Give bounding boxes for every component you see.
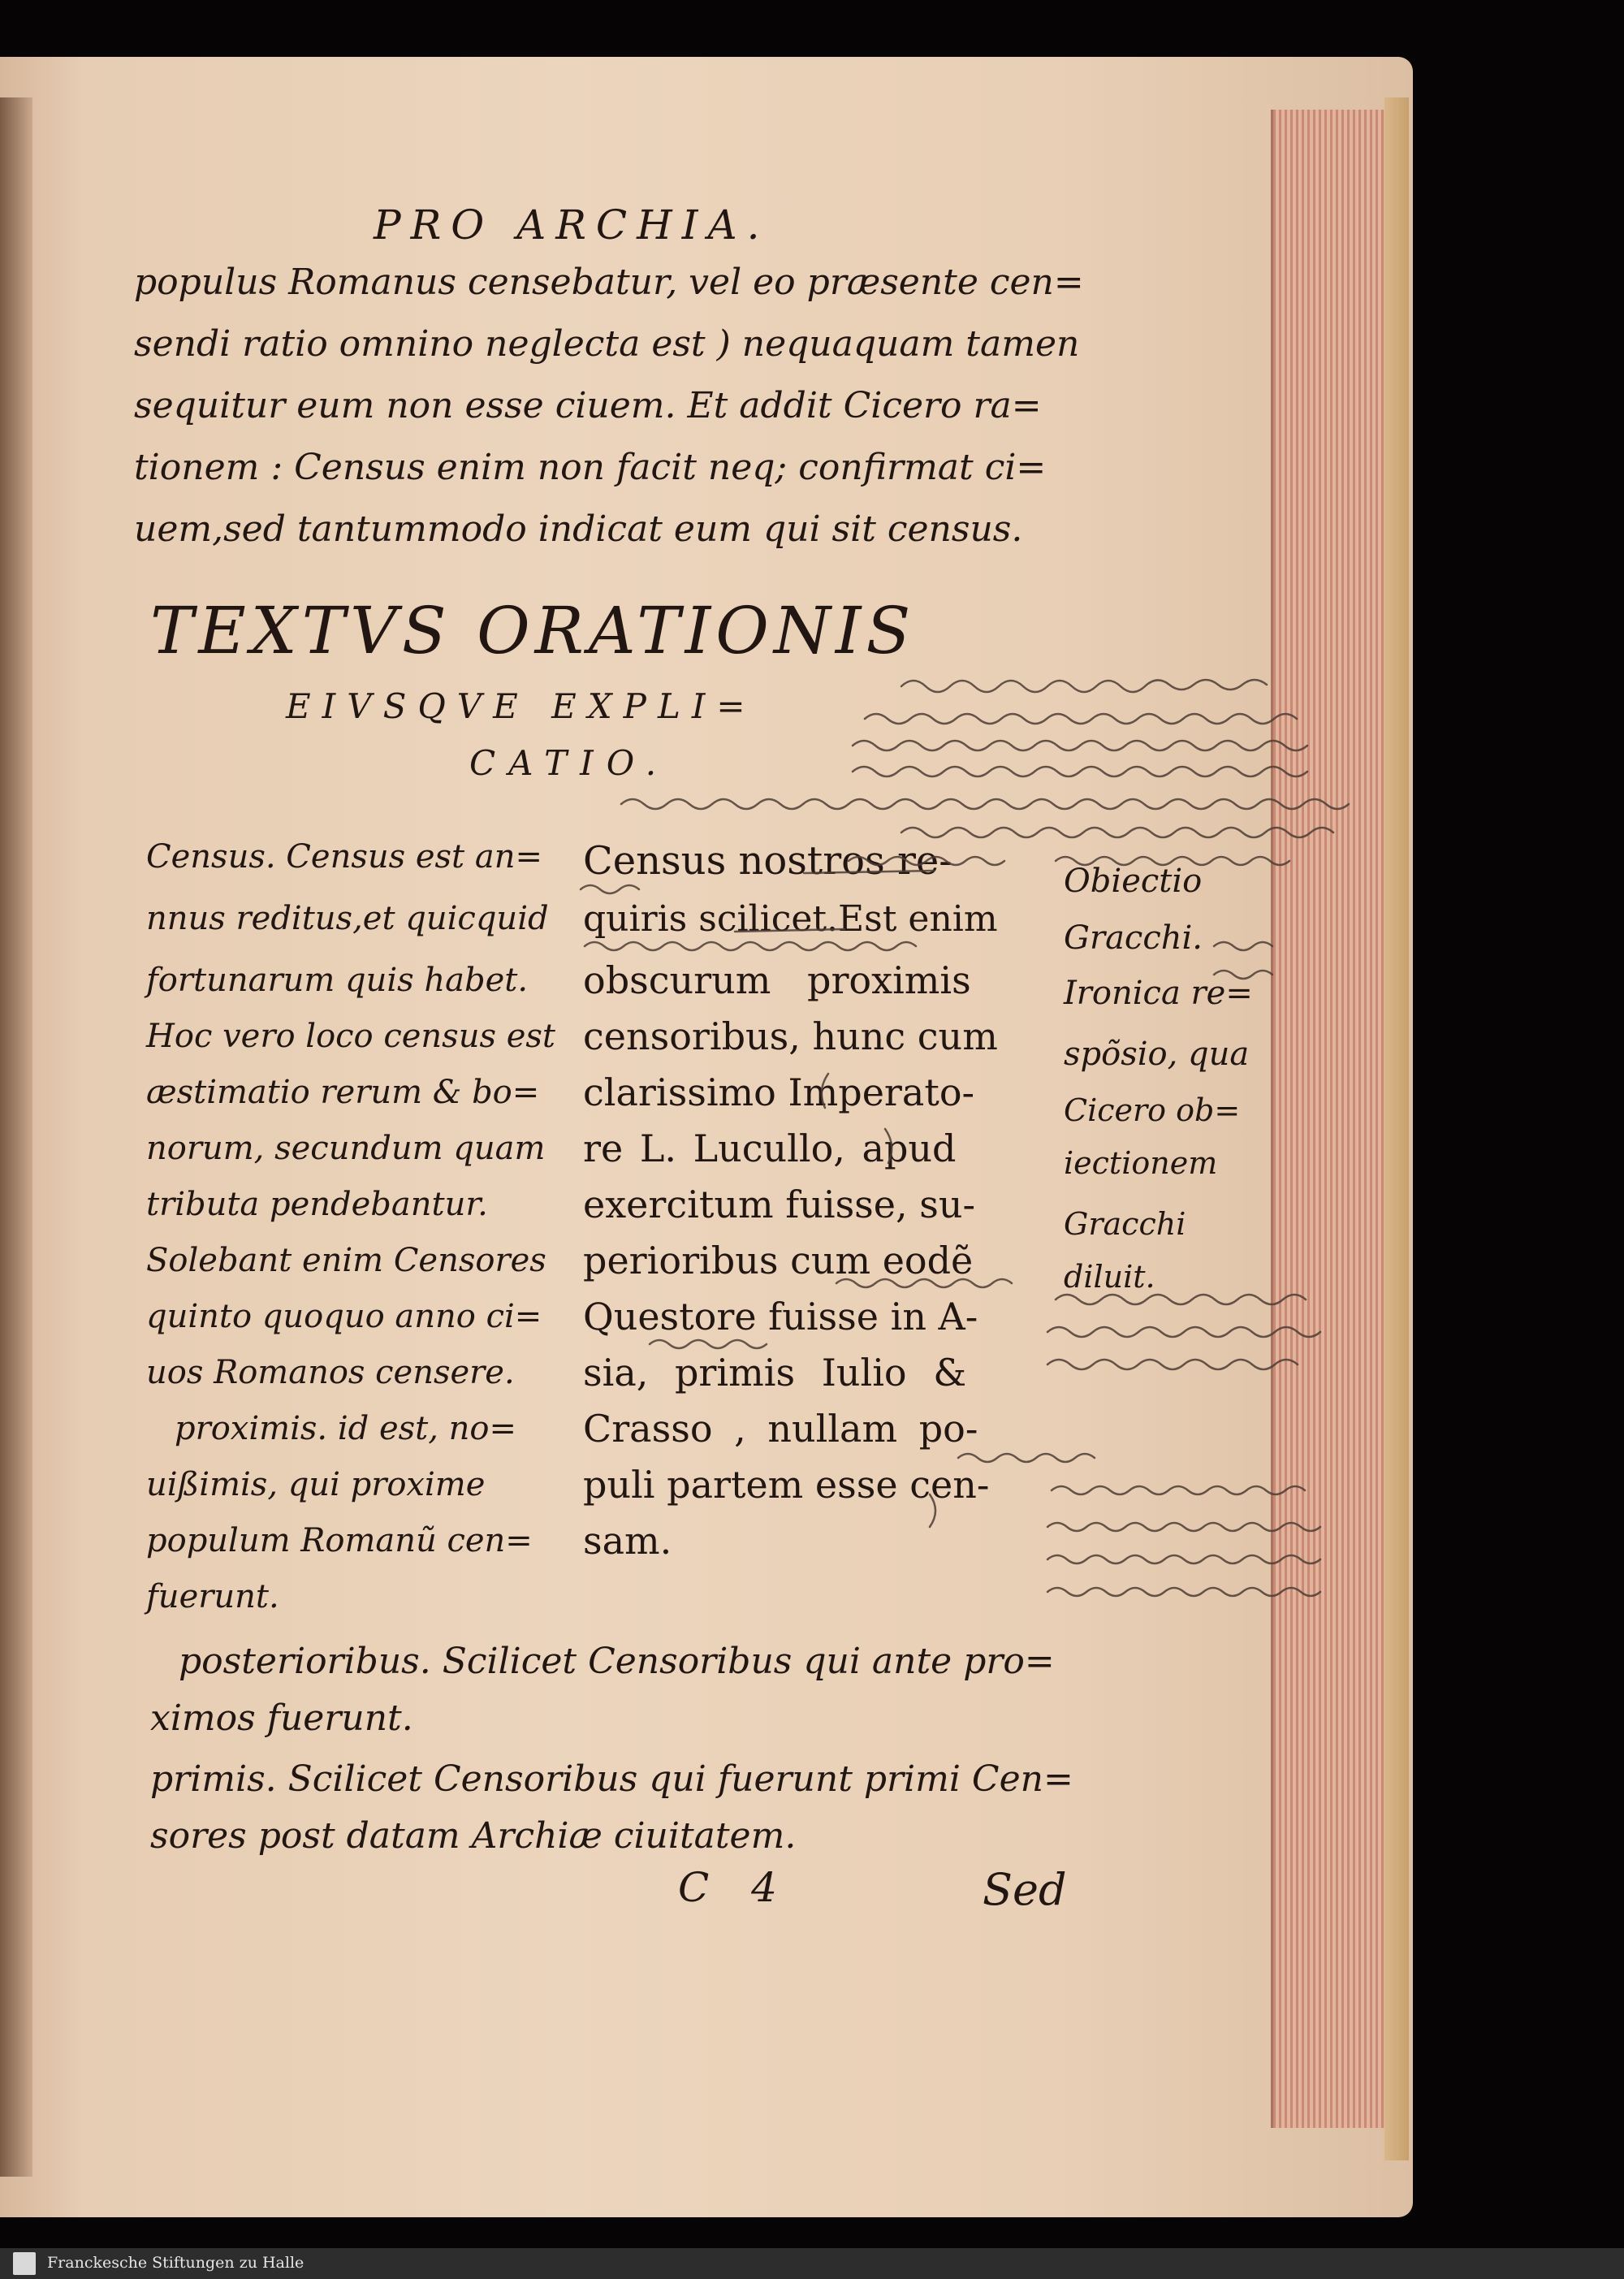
catchword: Sed [983, 1864, 1067, 1915]
commentary-line: Solebant enim Censores [146, 1242, 546, 1279]
text-line: clarissimo Imperato- [583, 1070, 975, 1114]
text-line: perioribus cum eodẽ [583, 1239, 974, 1282]
intro-line: sendi ratio omnino neglecta est ) nequaquam tamen [134, 323, 1080, 365]
commentary-line: uißimis, qui proxime [146, 1466, 486, 1503]
commentary-line: proximis. id est, no= [175, 1410, 517, 1447]
text-line: re L. Lucullo, apud [583, 1127, 957, 1170]
footer-credit: Franckesche Stiftungen zu Halle [47, 2254, 304, 2272]
lower-note-line: sores post datam Archiæ ciuitatem. [150, 1815, 797, 1857]
side-note-line: Gracchi [1064, 1206, 1186, 1242]
commentary-line: Census. Census est an= [146, 838, 542, 876]
commentary-line: tributa pendebantur. [146, 1186, 488, 1223]
lower-note-line: ximos fuerunt. [150, 1697, 413, 1739]
running-head: PRO ARCHIA. [374, 201, 770, 249]
intro-line: populus Romanus censebatur, vel eo præsente cen= [134, 262, 1084, 303]
text-line: Questore fuisse in A- [583, 1295, 978, 1338]
commentary-line: norum, secundum quam [146, 1130, 546, 1167]
side-note-line: diluit. [1064, 1259, 1155, 1295]
commentary-line: uos Romanos censere. [146, 1354, 515, 1391]
commentary-line: Hoc vero loco census est [146, 1018, 555, 1055]
commentary-line: fortunarum quis habet. [146, 962, 529, 999]
text-line: quiris scilicet.Est enim [583, 898, 998, 940]
commentary-line: fuerunt. [146, 1578, 279, 1615]
commentary-line: nnus reditus,et quicquid [146, 900, 549, 937]
text-line: Census nostros re- [583, 838, 952, 884]
signature-mark: C 4 [678, 1864, 792, 1911]
institution-logo-icon [13, 2252, 36, 2275]
page-gutter [0, 97, 32, 2177]
lower-note-line: posterioribus. Scilicet Censoribus qui ante pro= [179, 1641, 1055, 1682]
side-note-line: Ironica re= [1064, 975, 1253, 1012]
page-edges [1271, 110, 1387, 2128]
heading-line-3: CATIO. [469, 743, 670, 783]
side-note-line: Cicero ob= [1064, 1092, 1241, 1128]
heading-line-1: TEXTVS ORATIONIS [150, 593, 916, 668]
commentary-line: æstimatio rerum & bo= [146, 1074, 540, 1111]
commentary-line: quinto quoquo anno ci= [146, 1298, 542, 1335]
text-line: sia, primis Iulio & [583, 1351, 967, 1395]
book-fore-edge [1384, 97, 1409, 2160]
intro-line: sequitur eum non esse ciuem. Et addit Cicero ra= [134, 385, 1042, 426]
side-note-line: iectionem [1064, 1145, 1218, 1181]
text-line: censoribus, hunc cum [583, 1014, 998, 1058]
side-note-line: Gracchi. [1064, 919, 1203, 957]
text-line: exercitum fuisse, su- [583, 1183, 976, 1226]
commentary-line: populum Romanũ cen= [146, 1522, 533, 1559]
side-note-line: spõsio, qua [1064, 1036, 1250, 1073]
footer-bar [0, 2248, 1624, 2279]
intro-line: uem,sed tantummodo indicat eum qui sit census. [134, 508, 1023, 550]
intro-line: tionem : Census enim non facit neq; confirmat ci= [134, 447, 1047, 488]
heading-line-2: EIVSQVE EXPLI= [286, 686, 757, 726]
side-note-line: Obiectio [1064, 863, 1203, 900]
text-line: obscurum proximis [583, 958, 971, 1002]
lower-note-line: primis. Scilicet Censoribus qui fuerunt primi Cen= [150, 1758, 1073, 1800]
text-line: sam. [583, 1519, 672, 1563]
text-line: puli partem esse cen- [583, 1463, 990, 1507]
text-line: Crasso , nullam po- [583, 1407, 978, 1451]
